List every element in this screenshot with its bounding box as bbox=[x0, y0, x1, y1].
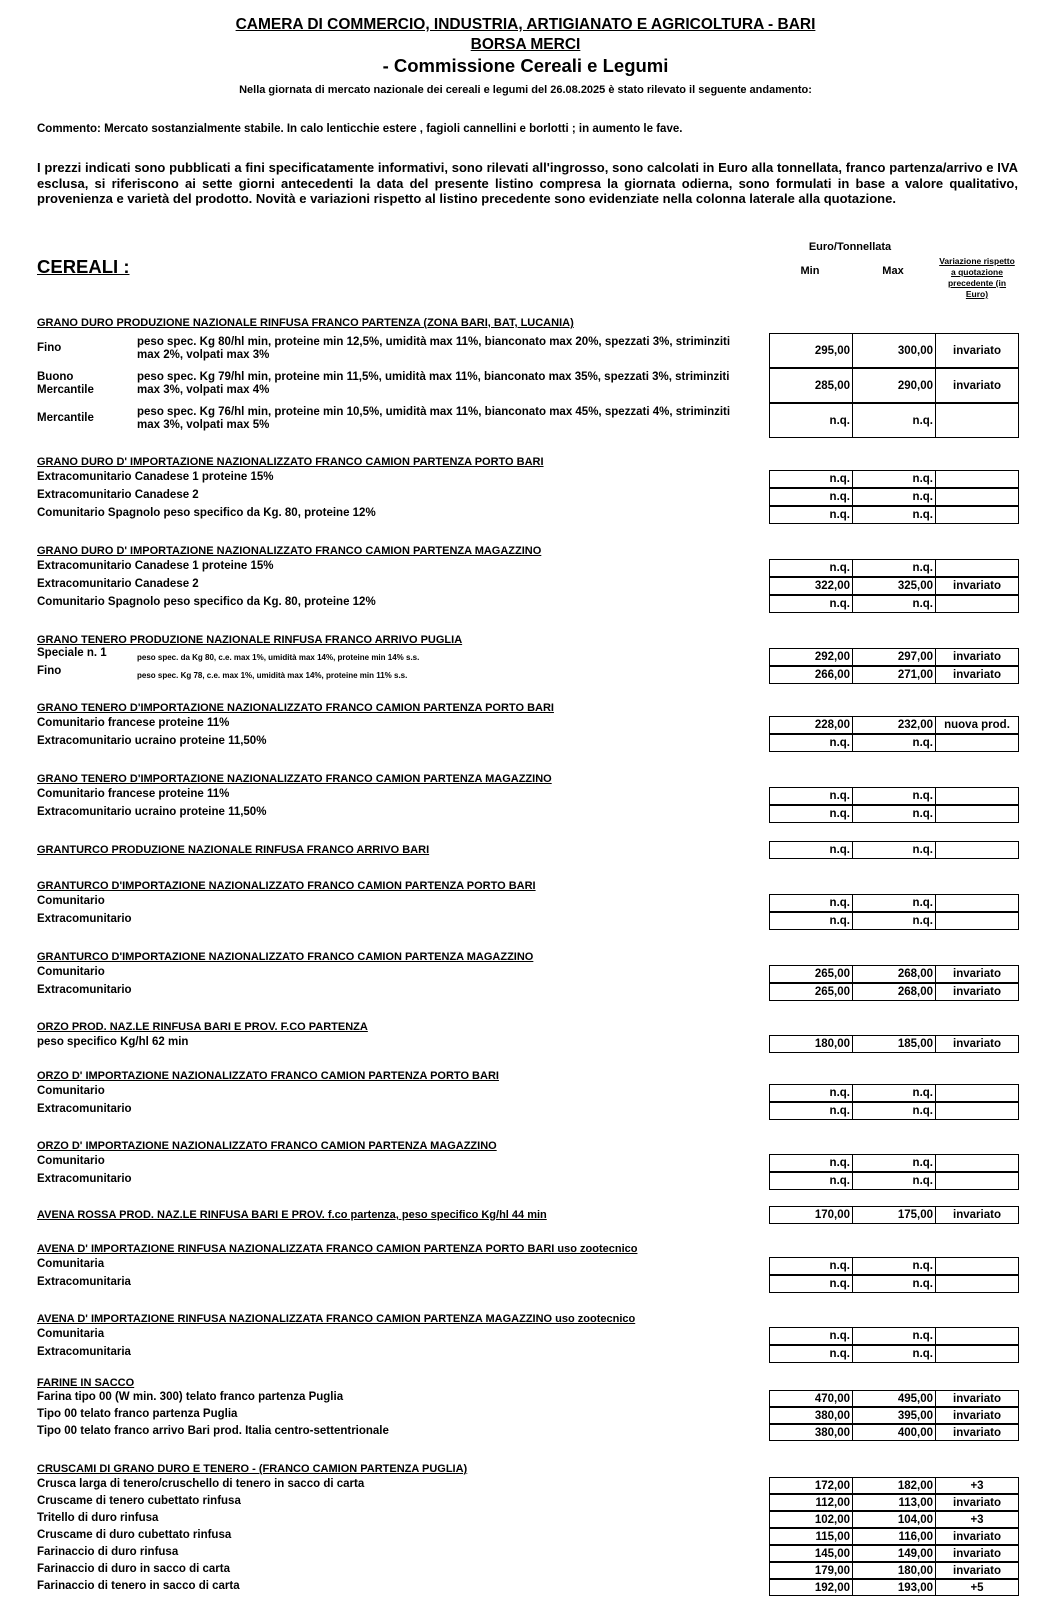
section-title-cereali: CEREALI : bbox=[37, 256, 130, 277]
min-price-cell: n.q. bbox=[769, 1102, 853, 1120]
min-price-cell: 322,00 bbox=[769, 577, 853, 595]
product-label: Extracomunitaria bbox=[37, 1346, 131, 1358]
variation-cell bbox=[935, 1275, 1019, 1293]
grade-label: Mercantile bbox=[37, 412, 94, 424]
group-title: ORZO D' IMPORTAZIONE NAZIONALIZZATO FRANCO CAMION PARTENZA PORTO BARI bbox=[37, 1070, 499, 1082]
min-price-cell: n.q. bbox=[769, 595, 853, 613]
max-price-cell: n.q. bbox=[852, 1275, 936, 1293]
min-price-cell: n.q. bbox=[769, 403, 853, 438]
product-label: Cruscame di duro cubettato rinfusa bbox=[37, 1529, 232, 1541]
min-price-cell: n.q. bbox=[769, 1154, 853, 1172]
min-price-cell: 228,00 bbox=[769, 716, 853, 734]
market-comment: Commento: Mercato sostanzialmente stabile. In calo lenticchie estere , fagioli cannellini e borlotti ; in aumento le fave. bbox=[37, 123, 683, 135]
grade-label: Fino bbox=[37, 665, 62, 677]
variation-cell: nuova prod. bbox=[935, 716, 1019, 734]
max-price-cell: 268,00 bbox=[852, 965, 936, 983]
max-price-cell: 175,00 bbox=[852, 1206, 936, 1224]
max-price-cell: n.q. bbox=[852, 1102, 936, 1120]
max-price-cell: 193,00 bbox=[852, 1579, 936, 1596]
product-label: Extracomunitario bbox=[37, 1103, 132, 1115]
variation-cell bbox=[935, 1327, 1019, 1345]
variation-cell: +3 bbox=[935, 1477, 1019, 1494]
min-price-cell: 295,00 bbox=[769, 333, 853, 368]
product-label: Extracomunitario Canadese 1 proteine 15% bbox=[37, 560, 274, 572]
min-price-cell: 180,00 bbox=[769, 1035, 853, 1053]
max-price-cell: n.q. bbox=[852, 734, 936, 752]
commission-title: - Commissione Cereali e Legumi bbox=[382, 55, 669, 76]
product-label: Comunitario Spagnolo peso specifico da Kg. 80, proteine 12% bbox=[37, 596, 376, 608]
variation-cell: invariato bbox=[935, 333, 1019, 368]
min-price-cell: 179,00 bbox=[769, 1562, 853, 1579]
grade-label: Fino bbox=[37, 342, 62, 354]
product-label: Farina tipo 00 (W min. 300) telato franco partenza Puglia bbox=[37, 1391, 344, 1403]
product-label: Extracomunitaria bbox=[37, 1276, 131, 1288]
max-price-cell: 290,00 bbox=[852, 368, 936, 403]
variation-cell: invariato bbox=[935, 666, 1019, 684]
min-price-cell: 470,00 bbox=[769, 1390, 853, 1407]
variation-cell bbox=[935, 1257, 1019, 1275]
min-price-cell: n.q. bbox=[769, 912, 853, 930]
group-title: CRUSCAMI DI GRANO DURO E TENERO - (FRANCO CAMION PARTENZA PUGLIA) bbox=[37, 1463, 468, 1475]
min-price-cell: n.q. bbox=[769, 506, 853, 524]
product-label: Extracomunitario ucraino proteine 11,50% bbox=[37, 735, 267, 747]
min-price-cell: 266,00 bbox=[769, 666, 853, 684]
max-price-cell: n.q. bbox=[852, 403, 936, 438]
group-title: GRANO DURO D' IMPORTAZIONE NAZIONALIZZATO FRANCO CAMION PARTENZA PORTO BARI bbox=[37, 456, 544, 468]
min-price-cell: n.q. bbox=[769, 488, 853, 506]
variation-cell bbox=[935, 1084, 1019, 1102]
max-price-cell: n.q. bbox=[852, 1154, 936, 1172]
product-label: Tritello di duro rinfusa bbox=[37, 1512, 159, 1524]
min-price-cell: n.q. bbox=[769, 805, 853, 823]
variation-cell bbox=[935, 805, 1019, 823]
max-price-cell: 232,00 bbox=[852, 716, 936, 734]
max-price-cell: n.q. bbox=[852, 841, 936, 859]
min-price-cell: n.q. bbox=[769, 1257, 853, 1275]
max-price-cell: n.q. bbox=[852, 595, 936, 613]
min-price-cell: n.q. bbox=[769, 1327, 853, 1345]
variation-cell bbox=[935, 1345, 1019, 1363]
currency-header: Euro/Tonnellata bbox=[808, 241, 892, 253]
max-price-cell: n.q. bbox=[852, 470, 936, 488]
max-price-cell: 185,00 bbox=[852, 1035, 936, 1053]
variation-cell bbox=[935, 734, 1019, 752]
max-price-cell: 395,00 bbox=[852, 1407, 936, 1424]
product-label: Crusca larga di tenero/cruschello di tenero in sacco di carta bbox=[37, 1478, 365, 1490]
variation-cell: invariato bbox=[935, 577, 1019, 595]
group-title: GRANO TENERO PRODUZIONE NAZIONALE RINFUSA FRANCO ARRIVO PUGLIA bbox=[37, 634, 463, 646]
variation-cell: invariato bbox=[935, 1035, 1019, 1053]
chamber-title: CAMERA DI COMMERCIO, INDUSTRIA, ARTIGIANATO E AGRICOLTURA - BARI bbox=[235, 16, 816, 33]
product-label: Extracomunitario ucraino proteine 11,50% bbox=[37, 806, 267, 818]
market-day-note: Nella giornata di mercato nazionale dei cereali e legumi del 26.08.2025 è stato rilevato il seguente andamento: bbox=[239, 84, 812, 96]
variation-cell: +3 bbox=[935, 1511, 1019, 1528]
max-price-cell: 325,00 bbox=[852, 577, 936, 595]
grade-label: Speciale n. 1 bbox=[37, 647, 107, 659]
product-label: Comunitario bbox=[37, 895, 105, 907]
grade-label: Buono Mercantile bbox=[37, 371, 94, 396]
max-header: Max bbox=[882, 265, 904, 277]
max-price-cell: n.q. bbox=[852, 912, 936, 930]
max-price-cell: 297,00 bbox=[852, 648, 936, 666]
min-price-cell: 380,00 bbox=[769, 1407, 853, 1424]
group-title: AVENA D' IMPORTAZIONE RINFUSA NAZIONALIZZATA FRANCO CAMION PARTENZA PORTO BARI uso zootecnico bbox=[37, 1243, 638, 1255]
max-price-cell: 495,00 bbox=[852, 1390, 936, 1407]
product-label: Extracomunitario Canadese 2 bbox=[37, 578, 199, 590]
variation-cell bbox=[935, 470, 1019, 488]
price-disclaimer: I prezzi indicati sono pubblicati a fini specificatamente informativi, sono rilevati all'ingrosso, sono calcolati in Euro alla tonnellata, franco partenza/arrivo e IVA esclusa, si riferiscono ai sette giorni antecedenti la data del presente listino compresa la giornata odierna, sono formulati in base a valore qualitativo, provenienza e varietà del prodotto. Novità e variazioni rispetto al listino precedente sono evidenziate nella colonna laterale alla quotazione. bbox=[37, 160, 1018, 206]
variation-cell bbox=[935, 506, 1019, 524]
group-title: GRANO TENERO D'IMPORTAZIONE NAZIONALIZZATO FRANCO CAMION PARTENZA MAGAZZINO bbox=[37, 773, 552, 785]
min-price-cell: 265,00 bbox=[769, 983, 853, 1001]
variation-cell bbox=[935, 595, 1019, 613]
min-price-cell: 172,00 bbox=[769, 1477, 853, 1494]
max-price-cell: 182,00 bbox=[852, 1477, 936, 1494]
grade-specification: peso spec. Kg 76/hl min, proteine min 10,5%, umidità max 11%, bianconato max 45%, spezzati 4%, striminziti max 3%, volpati max 5% bbox=[137, 406, 731, 431]
product-label: Comunitario francese proteine 11% bbox=[37, 788, 230, 800]
variation-cell: invariato bbox=[935, 1494, 1019, 1511]
min-price-cell: 102,00 bbox=[769, 1511, 853, 1528]
group-title: GRANO TENERO D'IMPORTAZIONE NAZIONALIZZATO FRANCO CAMION PARTENZA PORTO BARI bbox=[37, 702, 554, 714]
group-title: ORZO D' IMPORTAZIONE NAZIONALIZZATO FRANCO CAMION PARTENZA MAGAZZINO bbox=[37, 1140, 497, 1152]
max-price-cell: n.q. bbox=[852, 506, 936, 524]
variation-cell: invariato bbox=[935, 1390, 1019, 1407]
variation-cell: invariato bbox=[935, 1562, 1019, 1579]
max-price-cell: n.q. bbox=[852, 1327, 936, 1345]
variation-cell: invariato bbox=[935, 983, 1019, 1001]
group-title: AVENA D' IMPORTAZIONE RINFUSA NAZIONALIZZATA FRANCO CAMION PARTENZA MAGAZZINO uso zootecnico bbox=[37, 1313, 636, 1325]
product-label: Extracomunitario bbox=[37, 913, 132, 925]
variation-cell bbox=[935, 841, 1019, 859]
variation-cell: invariato bbox=[935, 1424, 1019, 1441]
variation-cell bbox=[935, 1102, 1019, 1120]
max-price-cell: n.q. bbox=[852, 559, 936, 577]
variation-cell bbox=[935, 1172, 1019, 1190]
product-label: Extracomunitario bbox=[37, 984, 132, 996]
max-price-cell: n.q. bbox=[852, 894, 936, 912]
variation-cell bbox=[935, 488, 1019, 506]
min-price-cell: 115,00 bbox=[769, 1528, 853, 1545]
min-price-cell: 292,00 bbox=[769, 648, 853, 666]
product-label: Comunitario bbox=[37, 1155, 105, 1167]
variation-cell: invariato bbox=[935, 368, 1019, 403]
product-label: Farinaccio di duro rinfusa bbox=[37, 1546, 179, 1558]
product-label: Farinaccio di tenero in sacco di carta bbox=[37, 1580, 240, 1592]
product-label: Comunitaria bbox=[37, 1328, 105, 1340]
max-price-cell: n.q. bbox=[852, 488, 936, 506]
min-price-cell: 112,00 bbox=[769, 1494, 853, 1511]
group-title: GRANTURCO D'IMPORTAZIONE NAZIONALIZZATO FRANCO CAMION PARTENZA PORTO BARI bbox=[37, 880, 536, 892]
product-label: Comunitaria bbox=[37, 1258, 105, 1270]
max-price-cell: n.q. bbox=[852, 1084, 936, 1102]
grade-specification: peso spec. da Kg 80, c.e. max 1%, umidità max 14%, proteine min 14% s.s. bbox=[137, 653, 420, 662]
min-header: Min bbox=[800, 265, 820, 277]
group-title: GRANO DURO PRODUZIONE NAZIONALE RINFUSA FRANCO PARTENZA (ZONA BARI, BAT, LUCANIA) bbox=[37, 317, 574, 329]
product-label: Comunitario bbox=[37, 966, 105, 978]
product-label: Cruscame di tenero cubettato rinfusa bbox=[37, 1495, 241, 1507]
group-title: GRANTURCO D'IMPORTAZIONE NAZIONALIZZATO FRANCO CAMION PARTENZA MAGAZZINO bbox=[37, 951, 534, 963]
min-price-cell: n.q. bbox=[769, 1275, 853, 1293]
variation-cell bbox=[935, 403, 1019, 438]
min-price-cell: n.q. bbox=[769, 734, 853, 752]
product-label: Extracomunitario Canadese 1 proteine 15% bbox=[37, 471, 274, 483]
min-price-cell: n.q. bbox=[769, 1084, 853, 1102]
product-label: Comunitario Spagnolo peso specifico da Kg. 80, proteine 12% bbox=[37, 507, 376, 519]
max-price-cell: n.q. bbox=[852, 1172, 936, 1190]
group-title: GRANO DURO D' IMPORTAZIONE NAZIONALIZZATO FRANCO CAMION PARTENZA MAGAZZINO bbox=[37, 545, 542, 557]
grade-specification: peso spec. Kg 79/hl min, proteine min 11,5%, umidità max 11%, bianconato max 35%, spezzati 3%, striminziti max 3%, volpati max 4% bbox=[137, 371, 730, 396]
variation-cell bbox=[935, 1154, 1019, 1172]
group-title: ORZO PROD. NAZ.LE RINFUSA BARI E PROV. F.CO PARTENZA bbox=[37, 1021, 368, 1033]
min-price-cell: 265,00 bbox=[769, 965, 853, 983]
variation-cell: invariato bbox=[935, 1206, 1019, 1224]
min-price-cell: 170,00 bbox=[769, 1206, 853, 1224]
max-price-cell: 268,00 bbox=[852, 983, 936, 1001]
min-price-cell: 145,00 bbox=[769, 1545, 853, 1562]
max-price-cell: 400,00 bbox=[852, 1424, 936, 1441]
max-price-cell: 104,00 bbox=[852, 1511, 936, 1528]
min-price-cell: n.q. bbox=[769, 1345, 853, 1363]
min-price-cell: n.q. bbox=[769, 894, 853, 912]
min-price-cell: n.q. bbox=[769, 559, 853, 577]
variation-cell: invariato bbox=[935, 1545, 1019, 1562]
variation-cell: invariato bbox=[935, 965, 1019, 983]
max-price-cell: 180,00 bbox=[852, 1562, 936, 1579]
variation-cell bbox=[935, 787, 1019, 805]
min-price-cell: n.q. bbox=[769, 1172, 853, 1190]
product-label: Tipo 00 telato franco arrivo Bari prod. Italia centro-settentrionale bbox=[37, 1425, 389, 1437]
grade-specification: peso spec. Kg 80/hl min, proteine min 12,5%, umidità max 11%, bianconato max 20%, spezzati 3%, striminziti max 2%, volpati max 3% bbox=[137, 336, 731, 361]
variation-cell bbox=[935, 894, 1019, 912]
max-price-cell: 116,00 bbox=[852, 1528, 936, 1545]
group-title: AVENA ROSSA PROD. NAZ.LE RINFUSA BARI E PROV. f.co partenza, peso specifico Kg/hl 44 min bbox=[37, 1209, 547, 1221]
product-label: Extracomunitario bbox=[37, 1173, 132, 1185]
product-label: Extracomunitario Canadese 2 bbox=[37, 489, 199, 501]
max-price-cell: n.q. bbox=[852, 1345, 936, 1363]
product-label: peso specifico Kg/hl 62 min bbox=[37, 1036, 189, 1048]
variation-cell: invariato bbox=[935, 648, 1019, 666]
group-title: GRANTURCO PRODUZIONE NAZIONALE RINFUSA FRANCO ARRIVO BARI bbox=[37, 844, 430, 856]
min-price-cell: 285,00 bbox=[769, 368, 853, 403]
product-label: Tipo 00 telato franco partenza Puglia bbox=[37, 1408, 238, 1420]
grade-specification: peso spec. Kg 78, c.e. max 1%, umidità max 14%, proteine min 11% s.s. bbox=[137, 671, 408, 680]
max-price-cell: n.q. bbox=[852, 787, 936, 805]
min-price-cell: n.q. bbox=[769, 787, 853, 805]
max-price-cell: 149,00 bbox=[852, 1545, 936, 1562]
min-price-cell: 380,00 bbox=[769, 1424, 853, 1441]
max-price-cell: 300,00 bbox=[852, 333, 936, 368]
variation-cell: invariato bbox=[935, 1407, 1019, 1424]
max-price-cell: 113,00 bbox=[852, 1494, 936, 1511]
product-label: Farinaccio di duro in sacco di carta bbox=[37, 1563, 231, 1575]
variation-cell bbox=[935, 912, 1019, 930]
variation-cell bbox=[935, 559, 1019, 577]
variation-cell: +5 bbox=[935, 1579, 1019, 1596]
product-label: Comunitario francese proteine 11% bbox=[37, 717, 230, 729]
max-price-cell: n.q. bbox=[852, 1257, 936, 1275]
group-title: FARINE IN SACCO bbox=[37, 1377, 135, 1389]
max-price-cell: 271,00 bbox=[852, 666, 936, 684]
max-price-cell: n.q. bbox=[852, 805, 936, 823]
borsa-merci-title: BORSA MERCI bbox=[470, 36, 581, 53]
min-price-cell: n.q. bbox=[769, 841, 853, 859]
product-label: Comunitario bbox=[37, 1085, 105, 1097]
min-price-cell: 192,00 bbox=[769, 1579, 853, 1596]
min-price-cell: n.q. bbox=[769, 470, 853, 488]
variation-cell: invariato bbox=[935, 1528, 1019, 1545]
variation-header: Variazione rispetto a quotazione precedente (in Euro) bbox=[939, 256, 1015, 299]
